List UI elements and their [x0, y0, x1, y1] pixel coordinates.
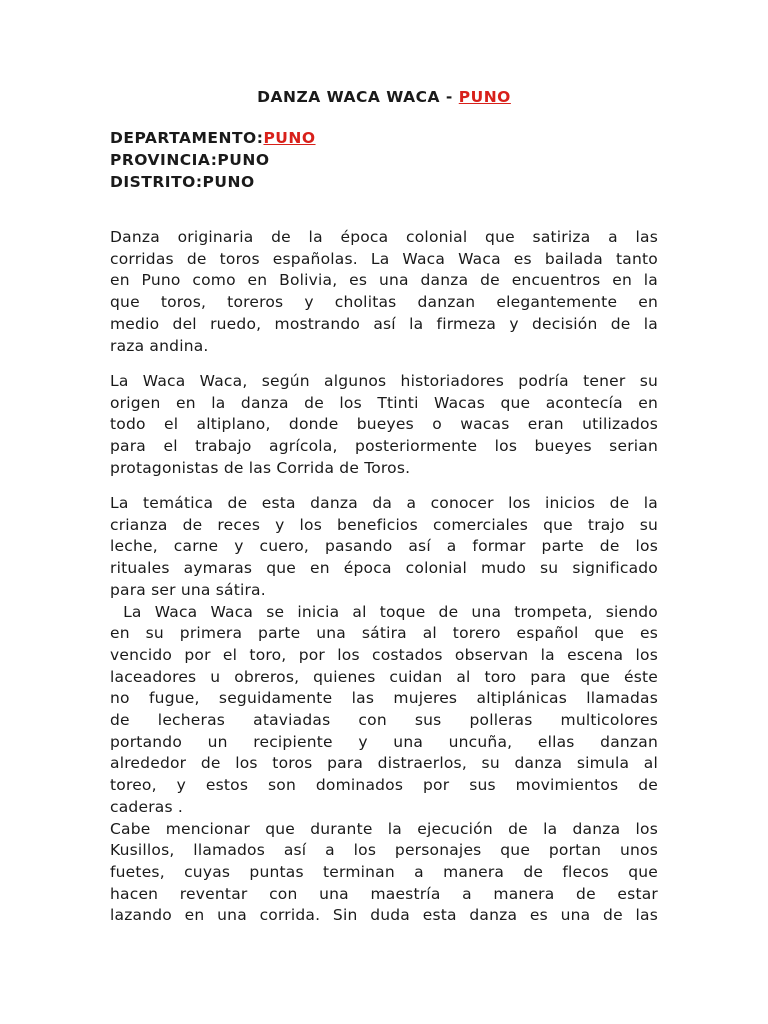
- paragraph-history: [110, 371, 658, 480]
- paragraph-line: en su primera parte una sátira al torero español que es: [110, 624, 658, 643]
- location-info: [110, 127, 316, 193]
- paragraph-line: no fugue, seguidamente las mujeres altiplánicas llamadas: [110, 689, 658, 708]
- paragraph-line: leche, carne y cuero, pasando así a formar parte de los: [110, 537, 658, 556]
- title-puno-link[interactable]: PUNO: [458, 88, 511, 106]
- paragraph-line: fuetes, cuyas puntas terminan a manera de flecos que: [110, 862, 658, 881]
- paragraph-line: corridas de toros españolas. La Waca Waca es bailada tanto: [110, 249, 658, 268]
- paragraph-line: La Waca Waca se inicia al toque de una trompeta, siendo: [110, 602, 658, 621]
- distrito-line: DISTRITO:PUNO: [110, 173, 255, 191]
- paragraph-line: toreo, y estos son dominados por sus movimientos de: [110, 776, 658, 795]
- paragraph-origin: [110, 227, 658, 357]
- paragraph-line: Cabe mencionar que durante la ejecución de la danza los: [110, 819, 658, 838]
- paragraph-line: portando un recipiente y una uncuña, ellas danzan: [110, 732, 658, 751]
- paragraph-line: caderas .: [110, 797, 183, 816]
- paragraph-line: Danza originaria de la época colonial que satiriza a las: [110, 228, 658, 246]
- departamento-puno-link[interactable]: PUNO: [263, 129, 316, 147]
- paragraph-line: alrededor de los toros para distraerlos, su danza simula al: [110, 754, 658, 773]
- paragraph-line: todo el altiplano, donde bueyes o wacas eran utilizados: [110, 415, 658, 434]
- paragraph-line: origen en la danza de los Ttinti Wacas que acontecía en: [110, 393, 658, 412]
- paragraph-line: laceadores u obreros, quienes cuidan al toro para que éste: [110, 667, 658, 686]
- paragraph-line: lazando en una corrida. Sin duda esta danza es una de las: [110, 906, 658, 925]
- departamento-label: DEPARTAMENTO:: [110, 129, 264, 147]
- paragraph-line: en Puno como en Bolivia, es una danza de encuentros en la: [110, 271, 658, 290]
- paragraph-line: para ser una sátira.: [110, 580, 266, 599]
- paragraph-line: raza andina.: [110, 336, 209, 355]
- departamento-line: [110, 127, 316, 149]
- provincia-line: PROVINCIA:PUNO: [110, 151, 270, 169]
- document-title: [0, 86, 768, 108]
- title-text: DANZA WACA WACA -: [257, 88, 459, 106]
- paragraph-line: protagonistas de las Corrida de Toros.: [110, 458, 411, 477]
- paragraph-theme: [110, 493, 658, 927]
- paragraph-line: hacen reventar con una maestría a manera de estar: [110, 884, 658, 903]
- paragraph-line: La temática de esta danza da a conocer los inicios de la: [110, 494, 658, 512]
- paragraph-line: medio del ruedo, mostrando así la firmeza y decisión de la: [110, 314, 658, 333]
- paragraph-line: crianza de reces y los beneficios comerciales que trajo su: [110, 515, 658, 534]
- paragraph-line: La Waca Waca, según algunos historiadores podría tener su: [110, 372, 658, 390]
- paragraph-line: para el trabajo agrícola, posteriormente los bueyes serian: [110, 437, 658, 456]
- paragraph-line: de lecheras ataviadas con sus polleras multicolores: [110, 711, 658, 730]
- paragraph-line: Kusillos, llamados así a los personajes que portan unos: [110, 841, 658, 860]
- paragraph-line: que toros, toreros y cholitas danzan elegantemente en: [110, 293, 658, 312]
- paragraph-line: vencido por el toro, por los costados observan la escena los: [110, 645, 658, 664]
- paragraph-line: rituales aymaras que en época colonial mudo su significado: [110, 559, 658, 578]
